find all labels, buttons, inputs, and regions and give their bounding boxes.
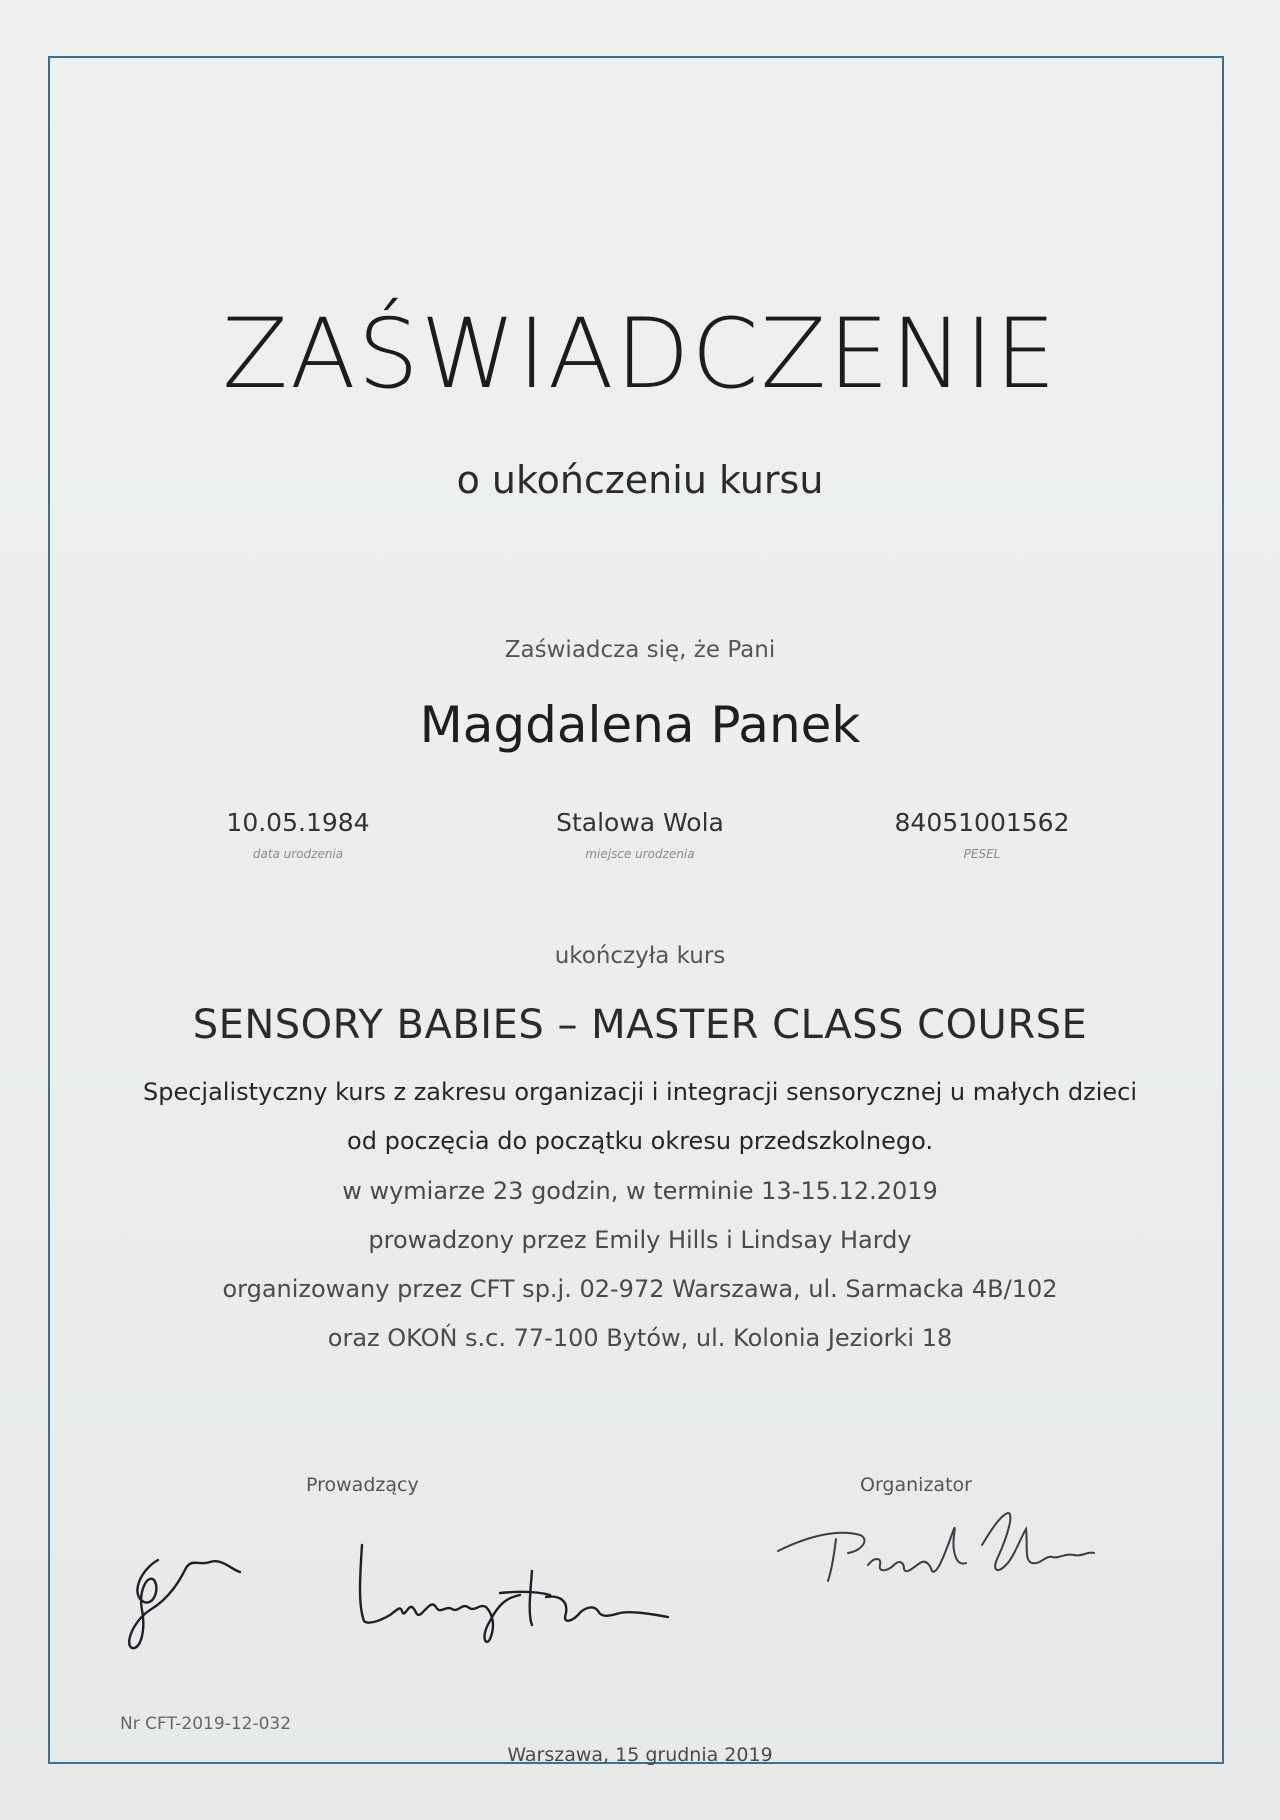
birth-date-value: 10.05.1984	[226, 808, 370, 837]
pesel-block	[822, 808, 1142, 861]
certificate-subtitle: o ukończeniu kursu	[456, 458, 824, 502]
pesel-label: PESEL	[963, 847, 1001, 861]
intro-text: Zaświadcza się, że Pani	[504, 637, 776, 663]
birth-date-block	[138, 808, 458, 861]
pesel-value: 84051001562	[894, 808, 1070, 837]
course-description-line2: od poczęcia do początku okresu przedszkolnego.	[347, 1127, 933, 1155]
organizer-label: Organizator	[860, 1474, 972, 1496]
certificate-title: ZAŚWIADCZENIE	[222, 298, 1058, 410]
course-organizer-1: organizowany przez CFT sp.j. 02-972 Warszawa, ul. Sarmacka 4B/102	[222, 1275, 1058, 1303]
instructor-label: Prowadzący	[306, 1474, 419, 1496]
birth-place-label: miejsce urodzenia	[585, 847, 695, 861]
completed-text: ukończyła kurs	[554, 943, 726, 969]
recipient-name: Magdalena Panek	[419, 696, 861, 754]
course-scope: w wymiarze 23 godzin, w terminie 13-15.12.2019	[342, 1177, 938, 1205]
course-description-line1: Specjalistyczny kurs z zakresu organizacji i integracji sensorycznej u małych dzieci	[143, 1078, 1137, 1106]
instructor-signature-1	[110, 1540, 260, 1660]
birth-place-block	[480, 808, 800, 861]
course-instructors: prowadzony przez Emily Hills i Lindsay Hardy	[368, 1226, 912, 1254]
organizer-signature	[770, 1505, 1100, 1605]
birth-place-value: Stalowa Wola	[556, 808, 724, 837]
course-organizer-2: oraz OKOŃ s.c. 77-100 Bytów, ul. Kolonia Jeziorki 18	[327, 1324, 953, 1352]
place-and-date: Warszawa, 15 grudnia 2019	[507, 1744, 773, 1766]
instructor-signature-2	[350, 1535, 680, 1655]
course-name: SENSORY BABIES – MASTER CLASS COURSE	[192, 1002, 1088, 1048]
certificate-number: Nr CFT-2019-12-032	[120, 1714, 292, 1734]
birth-date-label: data urodzenia	[252, 847, 344, 861]
